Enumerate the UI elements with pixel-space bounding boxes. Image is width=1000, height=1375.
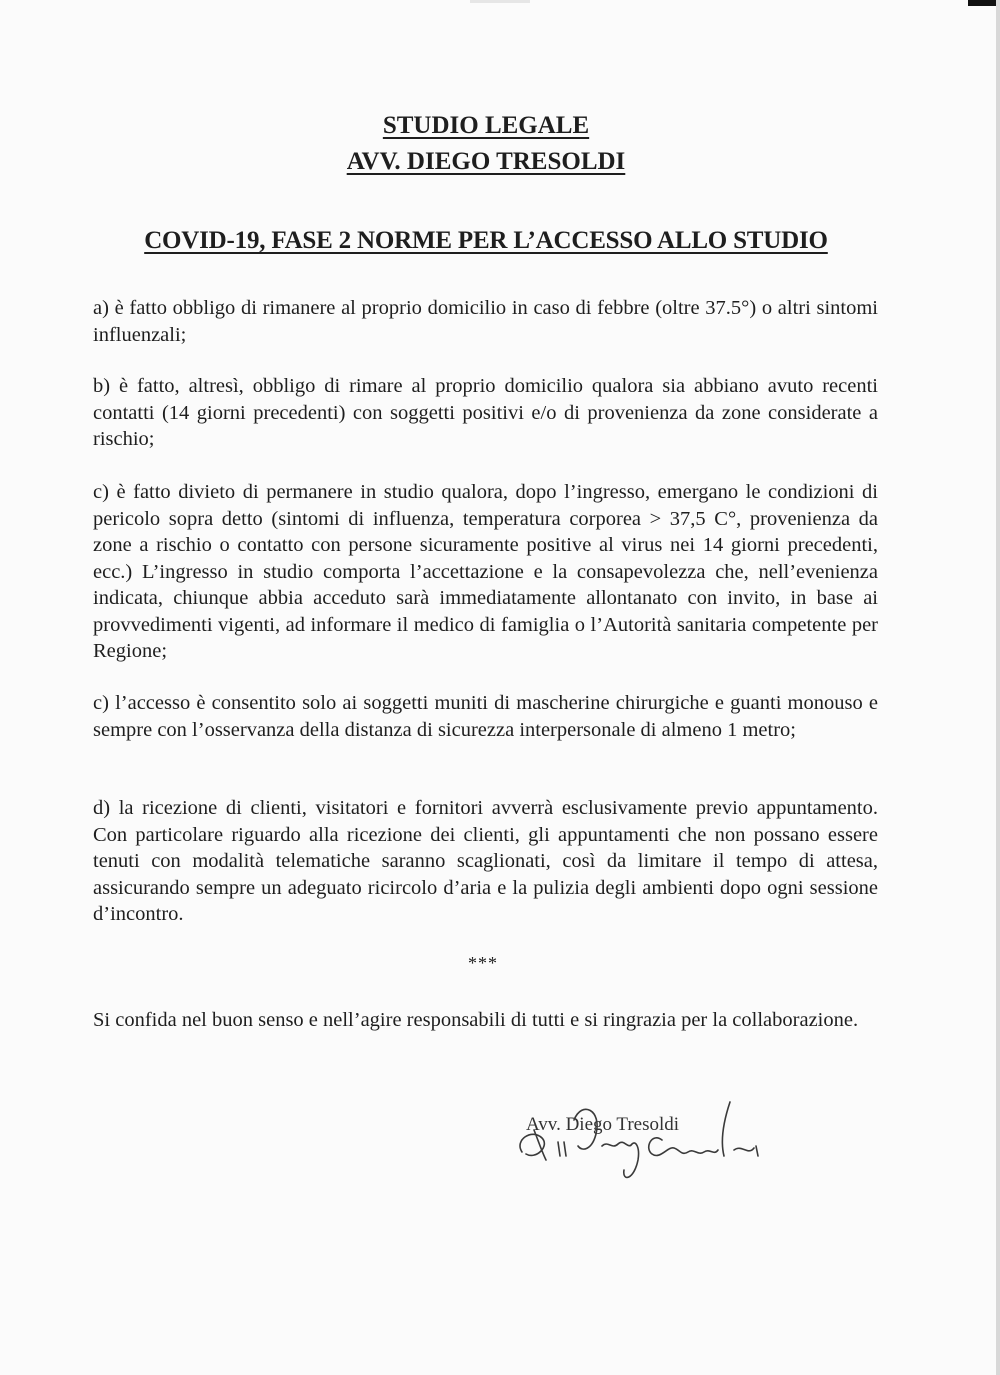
section-separator: *** <box>468 953 498 973</box>
signature-printed-name: Avv. Diego Tresoldi <box>526 1114 680 1135</box>
handwritten-signature-icon <box>512 1090 772 1190</box>
closing-statement: Si confida nel buon senso e nell’agire responsabili di tutti e si ringrazia per la collaborazione. <box>93 1009 859 1031</box>
rule-a: a) è fatto obbligo di rimanere al proprio domicilio in caso di febbre (oltre 37.5°) o altri sintomi influenzali; <box>93 297 878 346</box>
scan-edge-shadow <box>996 0 1000 1375</box>
signature-block <box>512 1090 772 1190</box>
rule-b: b) è fatto, altresì, obbligo di rimare al proprio domicilio qualora sia abbiano avuto recenti contatti (14 giorni precedenti) con soggetti positivi e/o di provenienza da zone considerate a rischio; <box>93 375 878 450</box>
scan-artifact-top <box>470 0 530 3</box>
rule-c-first: c) è fatto divieto di permanere in studio qualora, dopo l’ingresso, emergano le condizioni di pericolo sopra detto (sintomi di influenza, temperatura corporea > 37,5 C°, provenienza da zone a rischio o contatto con persone sicuramente positive al virus nei 14 giorni precedenti, ecc.) L’ingresso in studio comporta l’accettazione e la consapevolezza che, nell’evenienza indicata, chiunque abbia acceduto sarà immediatamente allontanato con invito, in base ai provvedimenti vigenti, ad informare il medico di famiglia o l’Autorità sanitaria competente per Regione; <box>93 481 878 662</box>
document-title: COVID-19, FASE 2 NORME PER L’ACCESSO ALLO STUDIO <box>144 227 828 254</box>
rule-d: d) la ricezione di clienti, visitatori e fornitori avverrà esclusivamente previo appuntamento. Con particolare riguardo alla ricezione dei clienti, gli appuntamenti che non possano essere tenuti con modalità telematiche saranno scaglionati, così da limitare il tempo di attesa, assicurando sempre un adeguato ricircolo d’aria e la pulizia degli ambienti dopo ogni sessione d’incontro. <box>93 797 878 925</box>
rule-c-second: c) l’accesso è consentito solo ai soggetti muniti di mascherine chirurgiche e guanti monouso e sempre con l’osservanza della distanza di sicurezza interpersonale di almeno 1 metro; <box>93 692 878 741</box>
lawyer-heading: AVV. DIEGO TRESOLDI <box>346 148 626 175</box>
firm-heading: STUDIO LEGALE <box>382 112 590 139</box>
